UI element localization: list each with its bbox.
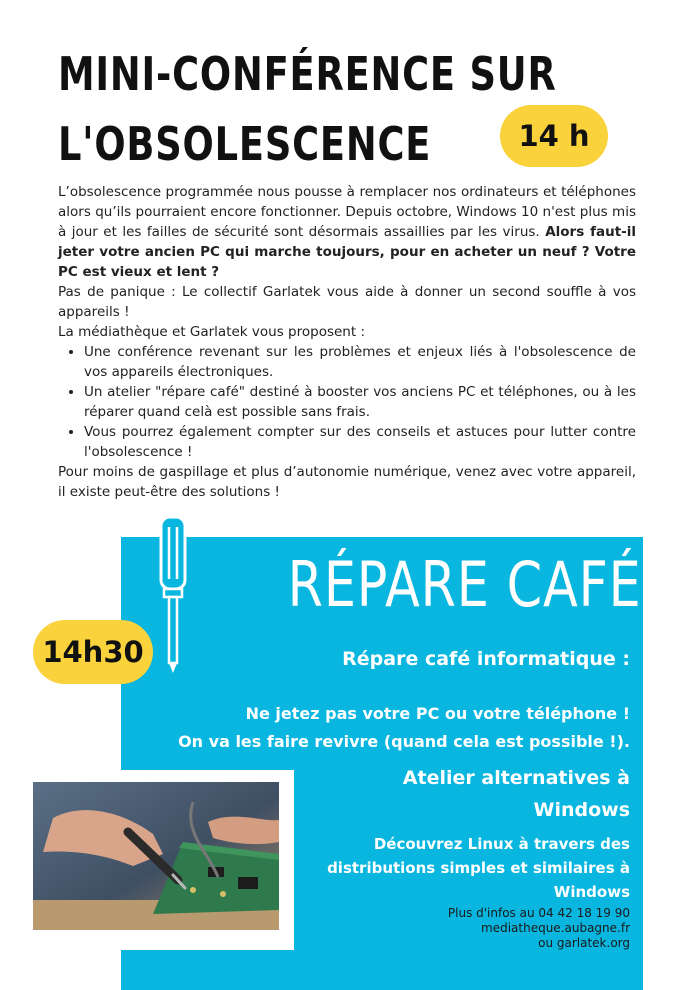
repare-message-line-2: On va les faire revivre (quand cela est possible !). [178,732,630,751]
intro-p1-text: L’obsolescence programmée nous pousse à remplacer nos ordinateurs et téléphones alors qu’ils pourraient encore fonctionner. Depuis octobre, Windows 10 n'est plus mis à jour et les failles de sécurité sont désormais assaillies par les virus. [58,184,636,240]
repare-message [110,700,630,756]
linux-description [290,832,630,904]
page-title [58,40,578,180]
repare-cafe-time-badge: 14h30 [33,620,153,684]
intro-paragraph-3: La médiathèque et Garlatek vous proposent : [58,324,365,340]
list-item: • Un atelier "répare café" destiné à booster vos anciens PC et téléphones, ou à les réparer quand celà est possible sans frais. [84,382,636,422]
linux-line-3: Windows [553,883,630,901]
linux-line-2: distributions simples et similaires à [327,859,630,877]
atelier-line-1: Atelier alternatives à [402,767,630,789]
repare-message-line-1: Ne jetez pas votre PC ou votre téléphone ! [245,704,630,723]
contact-website: mediatheque.aubagne.fr [481,921,630,935]
intro-p1-bold: Alors faut-il jeter votre ancien PC qui marche toujours, pour en acheter un neuf ? Votre PC est vieux et lent ? [58,224,637,280]
title-line-1: MINI-CONFÉRENCE SUR [58,47,557,101]
contact-phone: Plus d'infos au 04 42 18 19 90 [447,906,630,920]
list-item: • Une conférence revenant sur les problèmes et enjeux liés à l'obsolescence de vos appareils électroniques. [84,342,636,382]
contact-website-alt: ou garlatek.org [538,936,630,950]
screwdriver-icon [150,515,196,675]
intro-text [58,182,636,502]
offer-list [58,342,636,462]
repare-cafe-title-text: RÉPARE CAFÉ [287,548,642,621]
linux-line-1: Découvrez Linux à travers des [373,835,630,853]
intro-paragraph-2: Pas de panique : Le collectif Garlatek vous aide à donner un second souffle à vos appareils ! [58,284,636,320]
title-line-2: L'OBSOLESCENCE [58,116,432,171]
intro-paragraph-4: Pour moins de gaspillage et plus d’autonomie numérique, venez avec votre appareil, il existe peut-être des solutions ! [58,464,636,500]
repare-cafe-title [210,548,642,621]
repare-subtitle: Répare café informatique : [342,648,630,670]
intro-paragraph-1 [58,182,636,282]
atelier-heading [330,762,630,826]
conference-time-badge: 14 h [500,105,608,167]
soldering-photo [33,782,279,930]
list-item: • Vous pourrez également compter sur des conseils et astuces pour lutter contre l'obsolescence ! [84,422,636,462]
atelier-line-2: Windows [533,799,630,821]
contact-info [370,906,630,951]
